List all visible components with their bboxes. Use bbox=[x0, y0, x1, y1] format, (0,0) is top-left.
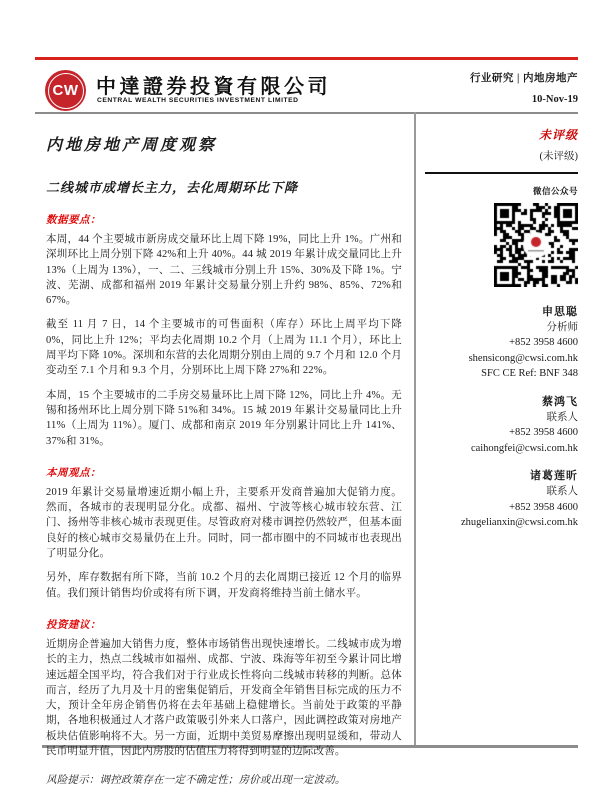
contact-email: caihongfei@cwsi.com.hk bbox=[470, 442, 578, 454]
section-weekly-view bbox=[46, 465, 402, 601]
sidebar-divider bbox=[425, 172, 578, 174]
wechat-label: 微信公众号 bbox=[532, 185, 578, 196]
contact-name: 申思聪 bbox=[542, 305, 578, 318]
report-category: 行业研究 | 内地房地产 bbox=[469, 73, 578, 84]
paragraph: 近期房企普遍加大销售力度，整体市场销售出现快速增长。二线城市成为增长的主力，热点二线城市如福州、成都、宁波、珠海等年初至今累计同比增速远超全国平均，符合我们对于行业成长性将向二线城市转移的判断。总体而言，经历了九月及十月的密集促销后，开发商全年销售目标完成的压力不大，预计全年房企销售仍将在去年基础上稳健增长。当前处于政策的平静期，各地积极通过人才落户政策吸引外来人口落户，因此调控政策对房地产板块估值影响将不大。另一方面，近期中美贸易摩擦出现明显缓和，带动人民币明显升值，因此内房股的估值压力将得到明显的边际改善。 bbox=[46, 638, 402, 758]
risk-note: 风险提示：调控政策存在一定不确定性；房价或出现一定波动。 bbox=[46, 775, 346, 787]
company-logo-icon bbox=[45, 70, 86, 111]
sidebar bbox=[420, 124, 578, 531]
column-divider bbox=[414, 112, 416, 746]
section-data-highlights bbox=[46, 212, 402, 449]
top-red-rule bbox=[35, 57, 578, 60]
paragraph: 另外，库存数据有所下降，当前 10.2 个月的去化周期已接近 12 个月的临界值。我们预计销售均价或将有所下调，开发商将维持当前土储水平。 bbox=[46, 572, 402, 599]
contact-phone: +852 3958 4600 bbox=[509, 427, 578, 438]
paragraph: 本周，44 个主要城市新房成交量环比上周下降 19%，同比上升 1%。广州和深圳环比上周分别下降 42%和上升 40%。44 城 2019 年累计成交量同比上升 13%（上周为 13%），一、二、三线城市分别上升 15%、30%及下降 1%。宁波、芜湖、成都和福州 2019 年累计交易量分别上升约 98%、85%、72%和 67%。 bbox=[46, 234, 402, 307]
report-body bbox=[46, 126, 402, 792]
report-date: 10-Nov-19 bbox=[531, 94, 578, 105]
section-heading-view: 本周观点： bbox=[46, 467, 101, 479]
contact-card bbox=[420, 304, 578, 382]
company-name-en: CENTRAL WEALTH SECURITIES INVESTMENT LIMITED bbox=[97, 97, 299, 104]
contact-role: 分析师 bbox=[546, 321, 578, 333]
contact-name: 蔡鸿飞 bbox=[542, 395, 578, 408]
contact-phone: +852 3958 4600 bbox=[509, 337, 578, 348]
contact-card bbox=[420, 468, 578, 531]
wechat-qr-code bbox=[494, 203, 578, 287]
contact-phone: +852 3958 4600 bbox=[509, 501, 578, 513]
logo-monogram: CW bbox=[52, 82, 79, 99]
paragraph: 本周，15 个主要城市的二手房交易量环比上周下降 12%，同比上升 4%。无锡和扬州环比上周分别下降 51%和 34%。15 城 2019 年累计交易量同比上升 11%（上周为 11%）。厦门、成都和南京 2019 年分别累计同比上升 141%、37%和 31%。 bbox=[46, 389, 402, 447]
company-name-cn: 中達證券投資有限公司 bbox=[96, 76, 331, 98]
contact-name: 诸葛莲昕 bbox=[530, 470, 578, 482]
rating-badge: 未评级 bbox=[538, 128, 578, 142]
contact-sfc-ref: SFC CE Ref: BNF 348 bbox=[481, 368, 578, 379]
contact-card bbox=[420, 394, 578, 457]
header-divider bbox=[35, 112, 578, 114]
contact-role: 联系人 bbox=[546, 411, 578, 423]
section-heading-data: 数据要点： bbox=[46, 215, 101, 226]
section-heading-advice: 投资建议： bbox=[46, 619, 101, 631]
contact-email: zhugelianxin@cwsi.com.hk bbox=[461, 517, 578, 528]
header-meta bbox=[470, 72, 578, 106]
section-investment-advice bbox=[46, 617, 402, 759]
contact-email: shensicong@cwsi.com.hk bbox=[468, 352, 578, 364]
contact-role: 联系人 bbox=[546, 486, 578, 497]
paragraph: 2019 年累计交易量增速近期小幅上升，主要系开发商普遍加大促销力度。然而，各城市的表现明显分化。成都、福州、宁波等核心城市较东营、江门、扬州等非核心城市表现更佳。尽管政府对楼市调控仍然较严，但基本面良好的核心城市交易量仍在上升。同时，同一都市圈中的不同城市也表现出了明显分化。 bbox=[46, 486, 402, 560]
paragraph: 截至 11 月 7 日，14 个主要城市的可售面积（库存）环比上周平均下降 0%，同比上升 12%；平均去化周期 10.2 个月（上周为 11.1 个月），环比上周平均下降 10%。深圳和东营的去化周期分别由上周的 9.7 个月和 12.0 个月变动至 7.1 个月和 9.3 个月，分别环比上周下降 27%和 22%。 bbox=[46, 319, 402, 377]
rating-previous: (未评级) bbox=[539, 151, 578, 162]
report-subtitle: 二线城市成增长主力，去化周期环比下降 bbox=[46, 180, 299, 195]
report-title: 内地房地产周度观察 bbox=[46, 137, 218, 154]
